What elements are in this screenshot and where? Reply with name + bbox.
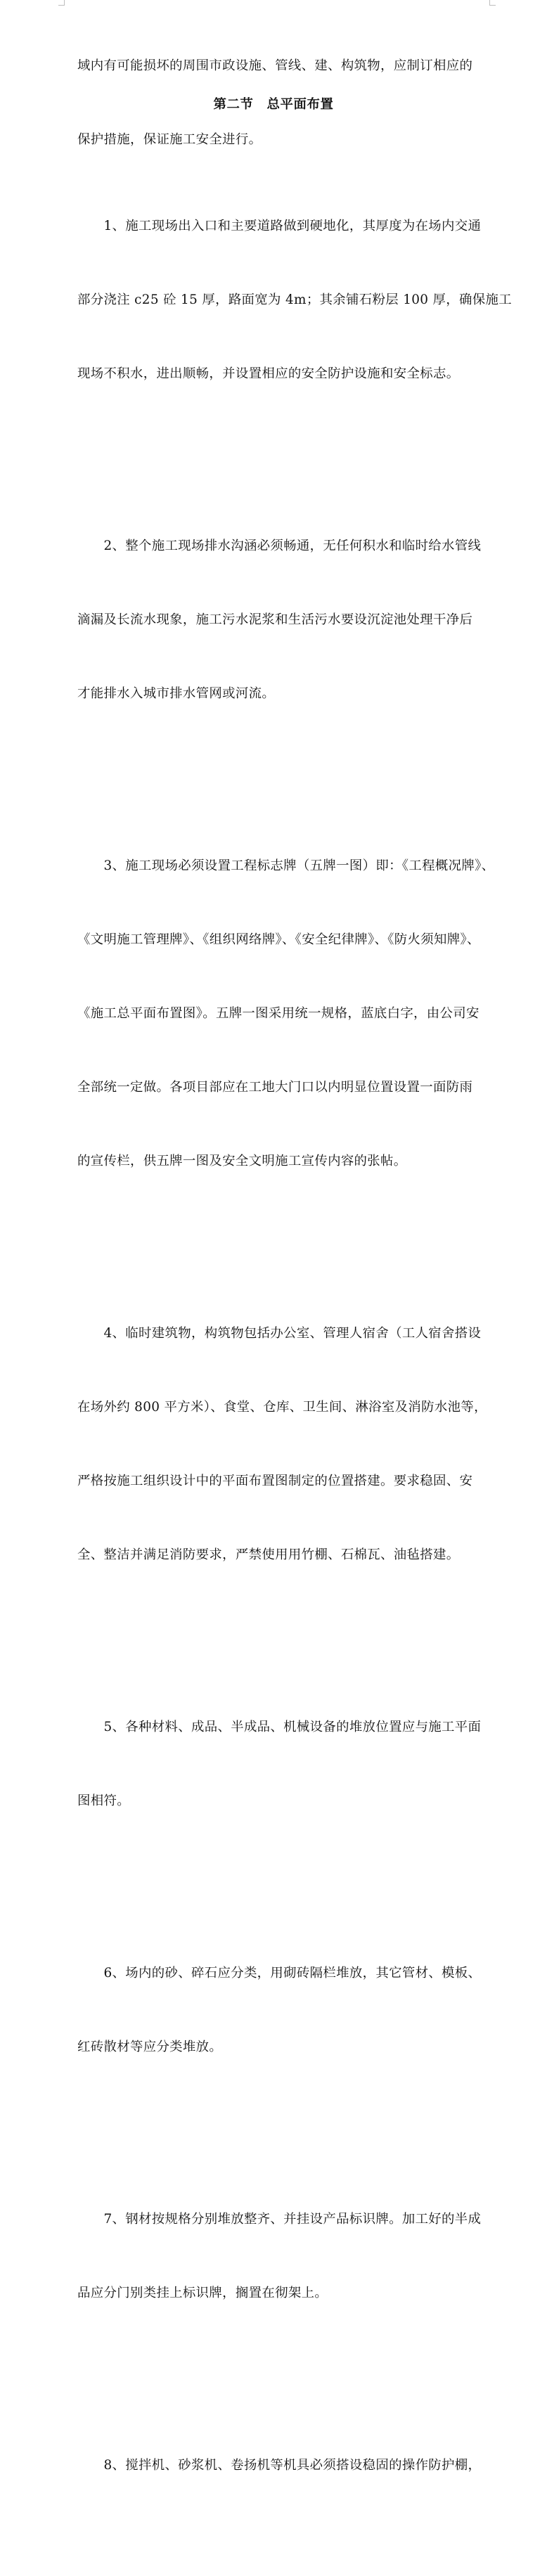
paragraph-line: 《施工总平面布置图》。五牌一图采用统一规格，蓝底白字，由公司安 xyxy=(77,1006,480,1021)
intro-line: 域内有可能损坏的周围市政设施、管线、建、构筑物，应制订相应的 xyxy=(77,58,473,73)
paragraph-line: 滴漏及长流水现象，施工污水泥浆和生活污水要设沉淀池处理干净后 xyxy=(77,612,473,627)
paragraph-line: 7、钢材按规格分别堆放整齐、并挂设产品标识牌。加工好的半成 xyxy=(77,2212,482,2227)
paragraph-line: 8、搅拌机、砂浆机、卷扬机等机具必须搭设稳固的操作防护棚， xyxy=(77,2458,482,2473)
paragraph-line: 全部统一定做。各项目部应在工地大门口以内明显位置设置一面防雨 xyxy=(77,1080,473,1095)
paragraph-line: 的宣传栏，供五牌一图及安全文明施工宣传内容的张帖。 xyxy=(77,1154,407,1168)
crop-mark-top-right-horizontal xyxy=(489,5,496,6)
paragraph-line: 部分浇注 c25 砼 15 厚，路面宽为 4m；其余铺石粉层 100 厚，确保施工 xyxy=(77,292,512,307)
paragraph-line: 才能排水入城市排水管网或河流。 xyxy=(77,686,276,701)
paragraph-line: 《文明施工管理牌》、《组织网络牌》、《安全纪律牌》、《防火须知牌》、 xyxy=(77,932,480,947)
paragraph-line: 1、施工现场出入口和主要道路做到硬地化，其厚度为在场内交通 xyxy=(77,219,482,233)
paragraph-3 xyxy=(77,804,495,1223)
paragraph-line: 2、整个施工现场排水沟涵必须畅通，无任何积水和临时给水管线 xyxy=(77,539,482,553)
body-text xyxy=(77,115,512,2576)
paragraph-line: 3、施工现场必须设置工程标志牌（五牌一图）即：《工程概况牌》、 xyxy=(77,858,495,873)
paragraph-line: 全、整洁并满足消防要求，严禁使用用竹棚、石棉瓦、油毡搭建。 xyxy=(77,1547,460,1562)
paragraph-line: 品应分门别类挂上标识牌，搁置在彻架上。 xyxy=(77,2286,328,2300)
crop-mark-top-left-horizontal xyxy=(58,5,65,6)
paragraph-line: 在场外约 800 平方米）、食堂、仓库、卫生间、淋浴室及消防水池等， xyxy=(77,1400,487,1415)
paragraph-2 xyxy=(77,484,482,755)
paragraph-1 xyxy=(77,165,512,435)
paragraph-6 xyxy=(77,1912,482,2108)
paragraph-line: 4、临时建筑物，构筑物包括办公室、管理人宿舍（工人宿舍搭设 xyxy=(77,1326,482,1341)
paragraph-5 xyxy=(77,1666,482,1862)
intro-line: 保护措施，保证施工安全进行。 xyxy=(77,132,262,147)
paragraph-line: 严格按施工组织设计中的平面布置图制定的位置搭建。要求稳固、安 xyxy=(77,1474,473,1488)
section-heading: 第二节 总平面布置 xyxy=(213,97,334,112)
paragraph-line: 6、场内的砂、碎石应分类，用砌砖隔栏堆放，其它管材、模板、 xyxy=(77,1966,482,1981)
paragraph-7 xyxy=(77,2158,482,2355)
paragraph-line: 现场不积水，进出顺畅，并设置相应的安全防护设施和安全标志。 xyxy=(77,366,460,381)
paragraph-line: 图相符。 xyxy=(77,1793,130,1808)
paragraph-8 xyxy=(77,2404,482,2527)
paragraph-4 xyxy=(77,1272,487,1616)
paragraph-line: 5、各种材料、成品、半成品、机械设备的堆放位置应与施工平面 xyxy=(77,1720,482,1734)
paragraph-line: 红砖散材等应分类堆放。 xyxy=(77,2040,223,2054)
